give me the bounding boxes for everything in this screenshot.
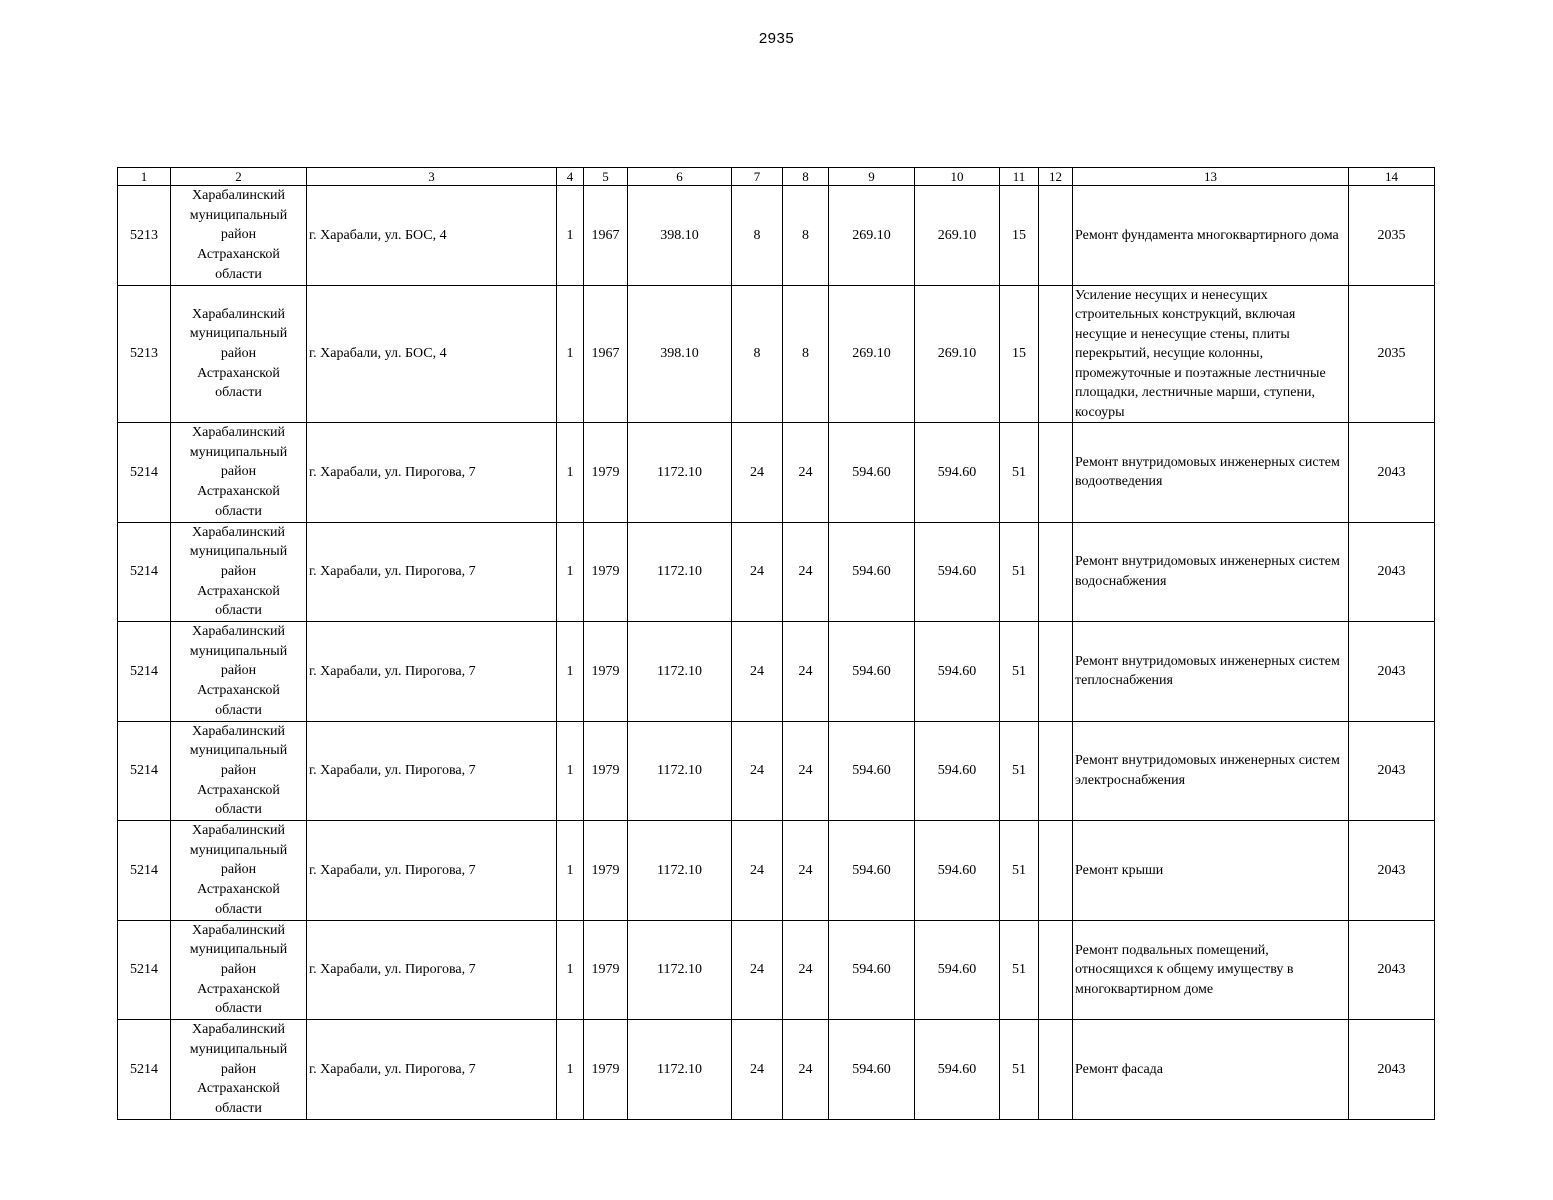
cell-col-4: 1: [557, 920, 584, 1020]
cell-id: 5213: [118, 186, 171, 286]
cell-col-11: 51: [1000, 522, 1039, 622]
cell-col-12: [1039, 1020, 1073, 1120]
cell-col-12: [1039, 920, 1073, 1020]
cell-col-10: 594.60: [915, 1020, 1000, 1120]
district-line: области: [215, 503, 262, 519]
cell-id: 5214: [118, 721, 171, 821]
district-line: муниципальный: [189, 444, 288, 460]
cell-area: 1172.10: [628, 522, 732, 622]
cell-col-4: 1: [557, 622, 584, 722]
district-line: Харабалинский: [192, 922, 285, 938]
cell-area: 1172.10: [628, 622, 732, 722]
cell-col-11: 51: [1000, 622, 1039, 722]
cell-col-12: [1039, 285, 1073, 423]
cell-area: 1172.10: [628, 721, 732, 821]
cell-col-4: 1: [557, 285, 584, 423]
cell-address: г. Харабали, ул. Пирогова, 7: [307, 721, 557, 821]
district-line: Астраханской: [197, 583, 280, 599]
cell-col-9: 594.60: [829, 821, 915, 921]
cell-year: 1967: [584, 285, 628, 423]
cell-col-4: 1: [557, 821, 584, 921]
cell-year: 1979: [584, 423, 628, 523]
cell-plan-year: 2043: [1349, 821, 1435, 921]
district-line: район: [220, 464, 257, 480]
table-row: [118, 285, 1435, 423]
cell-id: 5214: [118, 920, 171, 1020]
cell-year: 1979: [584, 821, 628, 921]
cell-work-type: Ремонт внутридомовых инженерных систем электроснабжения: [1073, 721, 1349, 821]
cell-col-9: 594.60: [829, 622, 915, 722]
district-line: Харабалинский: [192, 306, 285, 322]
page-number: 2935: [758, 30, 795, 47]
cell-col-11: 51: [1000, 920, 1039, 1020]
cell-plan-year: 2043: [1349, 622, 1435, 722]
district-line: Астраханской: [197, 365, 280, 381]
cell-district: [171, 721, 307, 821]
district-line: области: [215, 1001, 262, 1017]
district-line: район: [220, 227, 257, 243]
cell-col-10: 594.60: [915, 920, 1000, 1020]
cell-col-7: 24: [732, 920, 783, 1020]
district-line: области: [215, 1100, 262, 1116]
district-line: муниципальный: [189, 743, 288, 759]
cell-area: 1172.10: [628, 1020, 732, 1120]
district-line: области: [215, 385, 262, 401]
cell-col-8: 24: [783, 920, 829, 1020]
district-line: район: [220, 663, 257, 679]
cell-col-8: 8: [783, 285, 829, 423]
cell-year: 1967: [584, 186, 628, 286]
district-line: области: [215, 901, 262, 917]
cell-plan-year: 2043: [1349, 721, 1435, 821]
cell-area: 1172.10: [628, 920, 732, 1020]
cell-col-12: [1039, 522, 1073, 622]
cell-col-7: 24: [732, 423, 783, 523]
cell-work-type: Ремонт подвальных помещений, относящихся к общему имуществу в многоквартирном доме: [1073, 920, 1349, 1020]
cell-address: г. Харабали, ул. БОС, 4: [307, 285, 557, 423]
cell-col-4: 1: [557, 721, 584, 821]
cell-col-7: 8: [732, 285, 783, 423]
district-line: Харабалинский: [192, 188, 285, 203]
district-line: район: [220, 1061, 257, 1077]
cell-col-9: 594.60: [829, 1020, 915, 1120]
cell-col-10: 594.60: [915, 721, 1000, 821]
cell-col-10: 594.60: [915, 821, 1000, 921]
cell-work-type: Ремонт внутридомовых инженерных систем теплоснабжения: [1073, 622, 1349, 722]
table-row: [118, 423, 1435, 523]
district-line: Астраханской: [197, 1081, 280, 1097]
cell-address: г. Харабали, ул. Пирогова, 7: [307, 522, 557, 622]
cell-work-type: Ремонт внутридомовых инженерных систем водоснабжения: [1073, 522, 1349, 622]
cell-work-type: Ремонт крыши: [1073, 821, 1349, 921]
column-header: 5: [584, 168, 628, 186]
capital-repair-table: [117, 167, 1435, 1120]
cell-col-4: 1: [557, 1020, 584, 1120]
cell-district: [171, 1020, 307, 1120]
cell-col-9: 269.10: [829, 285, 915, 423]
column-header: 8: [783, 168, 829, 186]
cell-year: 1979: [584, 1020, 628, 1120]
cell-col-8: 24: [783, 721, 829, 821]
district-line: области: [215, 603, 262, 619]
district-line: Харабалинский: [192, 1022, 285, 1038]
cell-col-4: 1: [557, 186, 584, 286]
cell-district: [171, 622, 307, 722]
district-line: Астраханской: [197, 882, 280, 898]
table-row: [118, 522, 1435, 622]
district-line: район: [220, 563, 257, 579]
cell-address: г. Харабали, ул. Пирогова, 7: [307, 821, 557, 921]
table-row: [118, 821, 1435, 921]
cell-plan-year: 2035: [1349, 186, 1435, 286]
table-row: [118, 186, 1435, 286]
cell-id: 5214: [118, 522, 171, 622]
cell-col-7: 24: [732, 821, 783, 921]
cell-col-7: 24: [732, 622, 783, 722]
cell-col-7: 8: [732, 186, 783, 286]
column-header: 10: [915, 168, 1000, 186]
district-line: муниципальный: [189, 544, 288, 560]
cell-col-11: 51: [1000, 423, 1039, 523]
column-header: 3: [307, 168, 557, 186]
cell-district: [171, 821, 307, 921]
district-line: Астраханской: [197, 247, 280, 263]
cell-plan-year: 2043: [1349, 522, 1435, 622]
cell-address: г. Харабали, ул. Пирогова, 7: [307, 423, 557, 523]
district-line: Харабалинский: [192, 524, 285, 540]
column-number-row: [118, 168, 1435, 186]
district-line: Астраханской: [197, 981, 280, 997]
cell-col-7: 24: [732, 1020, 783, 1120]
cell-col-11: 15: [1000, 186, 1039, 286]
cell-address: г. Харабали, ул. БОС, 4: [307, 186, 557, 286]
cell-col-12: [1039, 423, 1073, 523]
cell-col-10: 594.60: [915, 423, 1000, 523]
district-line: Харабалинский: [192, 624, 285, 640]
cell-id: 5214: [118, 423, 171, 523]
cell-work-type: Усиление несущих и ненесущих строительных конструкций, включая несущие и ненесущие стены, плиты перекрытий, несущие колонны, промежуточные и поэтажные лестничные площадки, лестничные марши, ступени, косоуры: [1073, 285, 1349, 423]
district-line: муниципальный: [189, 326, 288, 342]
cell-col-8: 24: [783, 522, 829, 622]
district-line: муниципальный: [189, 942, 288, 958]
cell-id: 5214: [118, 622, 171, 722]
district-line: муниципальный: [189, 207, 288, 223]
column-header: 11: [1000, 168, 1039, 186]
cell-col-12: [1039, 721, 1073, 821]
cell-col-4: 1: [557, 522, 584, 622]
cell-district: [171, 186, 307, 286]
table-row: [118, 920, 1435, 1020]
cell-col-7: 24: [732, 522, 783, 622]
cell-work-type: Ремонт внутридомовых инженерных систем водоотведения: [1073, 423, 1349, 523]
district-line: Харабалинский: [192, 823, 285, 839]
cell-col-9: 269.10: [829, 186, 915, 286]
table-body: [118, 186, 1435, 1120]
cell-col-4: 1: [557, 423, 584, 523]
cell-col-8: 24: [783, 821, 829, 921]
column-header: 6: [628, 168, 732, 186]
cell-id: 5213: [118, 285, 171, 423]
cell-area: 1172.10: [628, 423, 732, 523]
cell-col-11: 51: [1000, 821, 1039, 921]
district-line: Астраханской: [197, 683, 280, 699]
cell-col-9: 594.60: [829, 522, 915, 622]
cell-area: 398.10: [628, 285, 732, 423]
cell-year: 1979: [584, 522, 628, 622]
cell-col-9: 594.60: [829, 423, 915, 523]
column-header: 12: [1039, 168, 1073, 186]
cell-col-11: 15: [1000, 285, 1039, 423]
cell-plan-year: 2043: [1349, 1020, 1435, 1120]
district-line: район: [220, 762, 257, 778]
cell-col-11: 51: [1000, 1020, 1039, 1120]
district-line: район: [220, 962, 257, 977]
cell-plan-year: 2043: [1349, 920, 1435, 1020]
column-header: 14: [1349, 168, 1435, 186]
cell-col-8: 24: [783, 1020, 829, 1120]
district-line: области: [215, 702, 262, 718]
district-line: муниципальный: [189, 1041, 288, 1057]
cell-col-12: [1039, 821, 1073, 921]
cell-district: [171, 920, 307, 1020]
cell-year: 1979: [584, 920, 628, 1020]
district-line: район: [220, 862, 257, 878]
cell-work-type: Ремонт фундамента многоквартирного дома: [1073, 186, 1349, 286]
cell-id: 5214: [118, 821, 171, 921]
district-line: Астраханской: [197, 782, 280, 798]
cell-district: [171, 285, 307, 423]
cell-area: 398.10: [628, 186, 732, 286]
district-line: район: [220, 345, 257, 361]
cell-area: 1172.10: [628, 821, 732, 921]
cell-col-10: 594.60: [915, 522, 1000, 622]
district-line: муниципальный: [189, 643, 288, 659]
cell-address: г. Харабали, ул. Пирогова, 7: [307, 920, 557, 1020]
cell-address: г. Харабали, ул. Пирогова, 7: [307, 622, 557, 722]
cell-work-type: Ремонт фасада: [1073, 1020, 1349, 1120]
cell-col-8: 24: [783, 423, 829, 523]
column-header: 9: [829, 168, 915, 186]
cell-col-9: 594.60: [829, 721, 915, 821]
district-line: Астраханской: [197, 484, 280, 500]
cell-col-12: [1039, 622, 1073, 722]
cell-plan-year: 2035: [1349, 285, 1435, 423]
table-header: [118, 168, 1435, 186]
cell-col-10: 594.60: [915, 622, 1000, 722]
district-line: области: [215, 802, 262, 818]
table-row: [118, 622, 1435, 722]
column-header: 7: [732, 168, 783, 186]
cell-district: [171, 423, 307, 523]
column-header: 4: [557, 168, 584, 186]
cell-year: 1979: [584, 721, 628, 821]
column-header: 2: [171, 168, 307, 186]
cell-col-8: 8: [783, 186, 829, 286]
district-line: Харабалинский: [192, 723, 285, 739]
cell-year: 1979: [584, 622, 628, 722]
cell-address: г. Харабали, ул. Пирогова, 7: [307, 1020, 557, 1120]
cell-col-12: [1039, 186, 1073, 286]
district-line: муниципальный: [189, 842, 288, 858]
cell-district: [171, 522, 307, 622]
table-row: [118, 721, 1435, 821]
cell-col-7: 24: [732, 721, 783, 821]
district-line: области: [215, 266, 262, 282]
cell-col-8: 24: [783, 622, 829, 722]
cell-col-9: 594.60: [829, 920, 915, 1020]
district-line: Харабалинский: [192, 425, 285, 441]
column-header: 13: [1073, 168, 1349, 186]
cell-col-10: 269.10: [915, 186, 1000, 286]
cell-col-10: 269.10: [915, 285, 1000, 423]
cell-col-11: 51: [1000, 721, 1039, 821]
cell-plan-year: 2043: [1349, 423, 1435, 523]
column-header: 1: [118, 168, 171, 186]
cell-id: 5214: [118, 1020, 171, 1120]
table-row: [118, 1020, 1435, 1120]
